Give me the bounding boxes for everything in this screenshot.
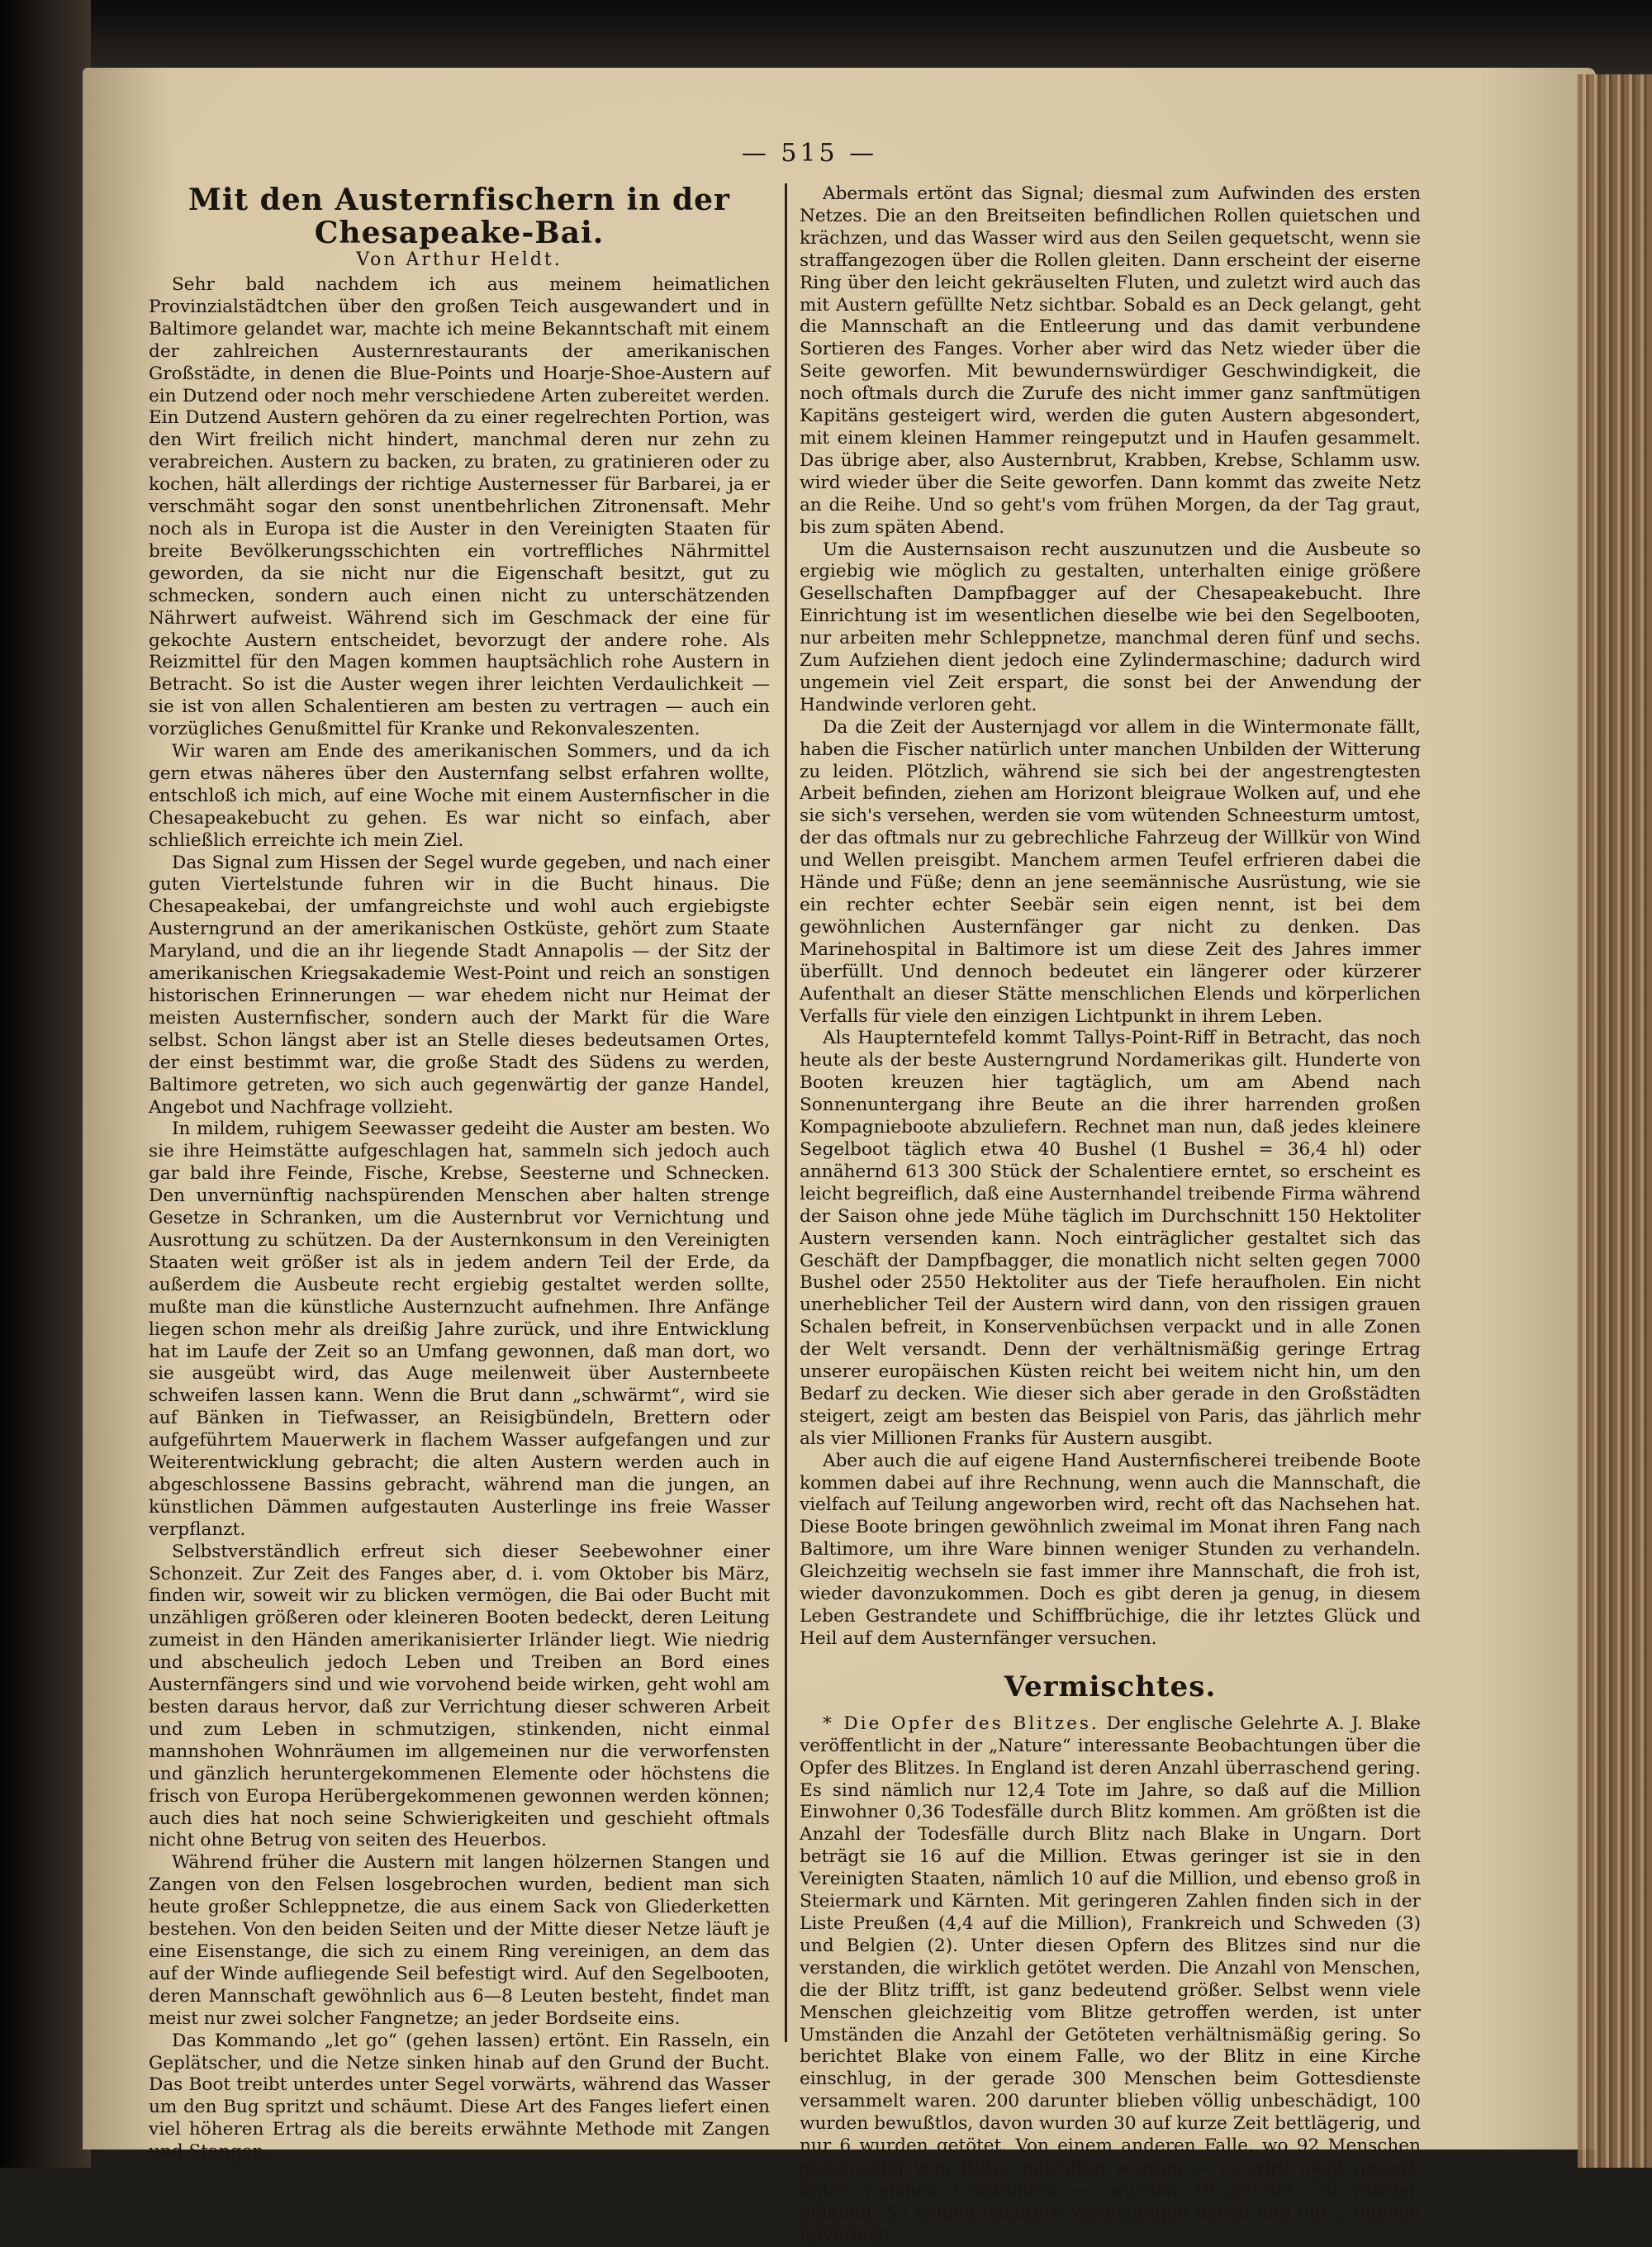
article-paragraph: Um die Austernsaison recht auszunutzen und die Ausbeute so ergiebig wie möglich zu gestalten, unterhalten einige größere Gesellschaften Dampfbagger auf der Chesapeakebucht. Ihre Einrichtung ist im wesentlichen dieselbe wie bei den Segelbooten, nur arbeiten mehr Schleppnetze, manchmal deren fünf und sechs. Zum Aufziehen dient jedoch eine Zylindermaschine; dadurch wird ungemein viel Zeit erspart, die sonst bei der Anwendung der Handwinde verloren geht. — [800, 539, 1421, 715]
article-paragraph: In mildem, ruhigem Seewasser gedeiht die Auster am besten. Wo sie ihre Heimstätte aufgeschlagen hat, sammeln sich jedoch auch gar bald ihre Feinde, Fische, Krebse, Seesterne und Schnecken. Den unvernünftig nachspürenden Menschen aber halten strenge Gesetze in Schranken, um die Austernbrut vor Vernichtung und Ausrottung zu schützen. Da der Austernkonsum in den Vereinigten Staaten weit größer ist als in jedem andern Teil der Erde, da außerdem die Ausbeute recht ergiebig gestaltet werden sollte, mußte man die künstliche Austernzucht aufnehmen. Ihre Anfänge liegen schon mehr als dreißig Jahre zurück, und ihre Entwicklung hat im Laufe der Zeit so an Umfang gewonnen, daß man dort, wo sie ausgeübt wird, das Auge meilenweit über Austernbeete schweifen lassen kann. Wenn die Brut dann „schwärmt“, wird sie auf Bänken in Tiefwasser, an Reisigbündeln, Brettern oder aufgeführtem Mauerwerk in flachem Wasser aufgefangen und zur Weiterentwicklung gebracht; die alten Austern werden auch in abgeschlossene Bassins gebracht, während man die jungen, an künstlichen Dämmen aufgestauten Austerlinge ins freie Wasser verpflanzt. — [149, 1119, 770, 1540]
article-byline: Von Arthur Heldt. — [356, 249, 563, 270]
miscellany-lead: * Die Opfer des Blitzes. — [823, 1713, 1099, 1734]
article-paragraph: Das Signal zum Hissen der Segel wurde gegeben, und nach einer guten Viertelstunde fuhren wir in die Bucht hinaus. Die Chesapeakebai, der umfangreichste und wohl auch ergiebigste Austerngrund an der amerikanischen Ostküste, gehört zum Staate Maryland, und die an ihr liegende Stadt Annapolis — der Sitz der amerikanischen Kriegsakademie West-Point und reich an sonstigen historischen Erinnerungen — war ehedem nicht nur Heimat der meisten Austernfischer, sondern auch der Markt für die Ware selbst. Schon längst aber ist an Stelle dieses bedeutsamen Ortes, der einst bestimmt war, die große Stadt des Südens zu werden, Baltimore getreten, wo sich auch gegenwärtig der ganze Handel, Angebot und Nachfrage vollzieht. — [149, 852, 770, 1118]
page-number: — 515 — — [741, 139, 878, 168]
miscellany-text: Der englische Gelehrte A. J. Blake veröffentlicht in der „Nature“ interessante Beobachtungen über die Opfer des Blitzes. In England ist deren Anzahl überraschend gering. Es sind nämlich nur 12,4 Tote im Jahre, so daß auf die Million Einwohner 0,36 Todesfälle durch Blitz kommen. Am größten ist die Anzahl der Todesfälle durch Blitz nach Blake in Ungarn. Dort beträgt sie 16 auf die Million. Etwas geringer ist sie in den Vereinigten Staaten, nämlich 10 auf die Million, und ebenso groß in Steiermark und Kärnten. Mit geringeren Zahlen finden sich in der Liste Preußen (4,4 auf die Million), Frankreich und Schweden (3) und Belgien (2). Unter diesen Opfern des Blitzes sind nur die verstanden, die wirklich getötet werden. Die Anzahl von Menschen, die der Blitz trifft, ist ganz bedeutend größer. Selbst wenn viele Menschen gleichzeitig vom Blitze getroffen werden, ist unter Umständen die Anzahl der Getöteten verhältnismäßig gering. So berichtet Blake von einem Falle, wo der Blitz in eine Kirche einschlug, in der gerade 300 Menschen beim Gottesdienste versammelt waren. 200 darunter blieben völlig unbeschädigt, 100 wurden bewußtlos, davon wurden 30 auf kurze Zeit bettlägerig, und nur 6 wurden getötet. Von einem anderen Falle, wo 92 Menschen gleichzeitig vom Blitze getroffen wurden — es wird nicht gesagt, unter welchen Umständen —, wurden 10 getötet; 20 wurden gelähmt, 55 trugen leichtere Verletzungen davon und nur 7 blieben unverletzt — [800, 1713, 1421, 2245]
article-paragraph: Während früher die Austern mit langen hölzernen Stangen und Zangen von den Felsen losgebrochen wurden, bedient man sich heute großer Schleppnetze, die aus einem Sack von Gliederketten bestehen. Von den beiden Seiten und der Mitte dieser Netze läuft je eine Eisenstange, die sich zu einem Ring vereinigen, an dem das auf der Winde aufliegende Seil befestigt wird. Auf den Segelbooten, deren Mannschaft gewöhnlich aus 6—8 Leuten besteht, findet man meist nur zwei solcher Fangnetze; an jeder Bordseite eins. — [149, 1852, 770, 2029]
article-paragraph: Abermals ertönt das Signal; diesmal zum Aufwinden des ersten Netzes. Die an den Breitseiten befindlichen Rollen quietschen und krächzen, und das Wasser wird aus den Seilen gequetscht, wenn sie straffangezogen über die Rollen gleiten. Dann erscheint der eiserne Ring über den leicht gekräuselten Fluten, und zuletzt wird auch das mit Austern gefüllte Netz sichtbar. Sobald es an Deck gelangt, geht die Mannschaft an die Entleerung und das damit verbundene Sortieren des Fanges. Vorher aber wird das Netz wieder über die Seite geworfen. Mit bewundernswürdiger Geschwindigkeit, die noch oftmals durch die Zurufe des nicht immer ganz sanftmütigen Kapitäns gesteigert wird, werden die guten Austern abgesondert, mit einem kleinen Hammer reingeputzt und in Haufen gesammelt. Das übrige aber, also Austernbrut, Krabben, Krebse, Schlamm usw. wird wieder über die Seite geworfen. Dann kommt das zweite Netz an die Reihe. Und so geht's vom frühen Morgen, da der Tag graut, bis zum späten Abend. — [800, 183, 1421, 538]
article-paragraph: Wir waren am Ende des amerikanischen Sommers, und da ich gern etwas näheres über den Austernfang selbst erfahren wollte, entschloß ich mich, auf eine Woche mit einem Austernfischer in die Chesapeakebucht zu gehen. Es war nicht so einfach, aber schließlich erreichte ich mein Ziel. — [149, 741, 770, 851]
article-paragraph: Als Haupterntefeld kommt Tallys-Point-Riff in Betracht, das noch heute als der beste Austerngrund Nordamerikas gilt. Hunderte von Booten kreuzen hier tagtäglich, um am Abend nach Sonnenuntergang ihre Beute an die ihrer harrenden großen Kompagnieboote abzuliefern. Rechnet man nun, daß jedes kleinere Segelboot täglich etwa 40 Bushel (1 Bushel = 36,4 hl) oder annähernd 613 300 Stück der Schalentiere erntet, so erscheint es leicht begreiflich, daß eine Austernhandel treibende Firma während der Saison ohne jede Mühe täglich im Durchschnitt 150 Hektoliter Austern versenden kann. Noch einträglicher gestaltet sich das Geschäft der Dampfbagger, die monatlich nicht selten gegen 7000 Bushel oder 2550 Hektoliter aus der Tiefe heraufholen. Ein nicht unerheblicher Teil der Austern wird dann, von den rissigen grauen Schalen befreit, in Konservenbüchsen verpackt und in alle Zonen der Welt versandt. Denn der verhältnismäßig geringe Ertrag unserer europäischen Küsten reicht bei weitem nicht hin, um den Bedarf zu decken. Wie dieser sich aber gerade in den Großstädten steigert, zeigt am besten das Beispiel von Paris, das jährlich mehr als vier Millionen Franks für Austern ausgibt. — [800, 1028, 1421, 1449]
miscellany-paragraph — [800, 1713, 1421, 2247]
book-gutter-shadow — [0, 0, 91, 2168]
right-column — [800, 183, 1421, 2247]
article-paragraph: Da die Zeit der Austernjagd vor allem in die Wintermonate fällt, haben die Fischer natürlich unter manchen Unbilden der Witterung zu leiden. Plötzlich, während sie sich bei der angestrengtesten Arbeit befinden, ziehen am Horizont bleigraue Wolken auf, und ehe sie sich's versehen, werden sie vom wütenden Schneesturm umtost, der das oftmals nur zu gebrechliche Fahrzeug der Willkür von Wind und Wellen preisgibt. Manchem armen Teufel erfrieren dabei die Hände und Füße; denn an jene seemännische Ausrüstung, wie sie ein rechter echter Seebär sein eigen nennt, ist bei dem gewöhnlichen Austernfänger gar nicht zu denken. Das Marinehospital in Baltimore ist um diese Zeit des Jahres immer überfüllt. Und dennoch bedeutet ein längerer oder kürzerer Aufenthalt an dieser Stätte menschlichen Elends und körperlichen Verfalls für viele den einzigen Lichtpunkt in ihrem Leben. — [800, 716, 1421, 1027]
scan-top-shadow — [0, 0, 1652, 74]
article-title: Mit den Austernfischern in der Chesapeake-Bai. — [188, 183, 731, 250]
page-edge-stack — [1578, 74, 1652, 2168]
article-paragraph: Selbstverständlich erfreut sich dieser Seebewohner einer Schonzeit. Zur Zeit des Fanges aber, d. i. vom Oktober bis März, finden wir, soweit wir zu blicken vermögen, die Bai oder Bucht mit unzähligen größeren oder kleineren Booten bedeckt, deren Leitung zumeist in den Händen amerikanisierter Irländer liegt. Wie niedrig und abscheulich jedoch Leben und Treiben an Bord eines Austernfängers sind und wie vorvohend beide wirken, geht wohl am besten daraus hervor, daß zur Verrichtung dieser schweren Arbeit und zum Leben in schmutzigen, stinkenden, nicht einmal mannshohen Wohnräumen im allgemeinen nur die verworfensten und gänzlich heruntergekommenen Elemente oder höchstens die frisch von Europa Herübergekommenen gewonnen werden können; auch dies hat noch seine Schwierigkeiten und geschieht oftmals nicht ohne Betrug von seiten des Heuerbos. — [149, 1541, 770, 1851]
left-column — [149, 183, 770, 2164]
miscellany-title: Vermischtes. — [1004, 1670, 1217, 1703]
column-divider — [785, 183, 787, 2042]
article-paragraph: Sehr bald nachdem ich aus meinem heimatlichen Provinzialstädtchen über den großen Teich ausgewandert und in Baltimore gelandet war, machte ich meine Bekanntschaft mit einem der zahlreichen Austernrestaurants der amerikanischen Großstädte, in denen die Blue-Points und Hoarje-Shoe-Austern auf ein Dutzend oder noch mehr verschiedene Arten zubereitet werden. Ein Dutzend Austern gehören da zu einer regelrechten Portion, was den Wirt freilich nicht hindert, manchmal deren nur zehn zu verabreichen. Austern zu backen, zu braten, zu gratinieren oder zu kochen, hält allerdings der richtige Austernesser für Barbarei, ja er verschmäht sogar den sonst unentbehrlichen Zitronensaft. Mehr noch als in Europa ist die Auster in den Vereinigten Staaten für breite Bevölkerungsschichten ein vortreffliches Nährmittel geworden, da sie nicht nur die Eigenschaft besitzt, gut zu schmecken, sondern auch einen nicht zu unterschätzenden Nährwert aufweist. Während sich im Geschmack der eine für gekochte Austern entscheidet, bevorzugt der andere rohe. Als Reizmittel für den Magen kommen hauptsächlich rohe Austern in Betracht. So ist die Auster wegen ihrer leichten Verdaulichkeit — sie ist von allen Schalentieren am besten zu vertragen — auch ein vorzügliches Genußmittel für Kranke und Rekonvaleszenten. — [149, 274, 770, 740]
article-paragraph: Das Kommando „let go“ (gehen lassen) ertönt. Ein Rasseln, ein Geplätscher, und die Netze sinken hinab auf den Grund der Bucht. Das Boot treibt unterdes unter Segel vorwärts, während das Wasser um den Bug spritzt und schäumt. Diese Art des Fanges liefert einen viel höheren Ertrag als die bereits erwähnte Methode mit Zangen und Stangen. — [149, 2030, 770, 2163]
article-paragraph: Aber auch die auf eigene Hand Austernfischerei treibende Boote kommen dabei auf ihre Rechnung, wenn auch die Mannschaft, die vielfach auf Teilung angeworben wird, recht oft das Nachsehen hat. Diese Boote bringen gewöhnlich zweimal im Monat ihren Fang nach Baltimore, um ihre Ware binnen weniger Stunden zu verhandeln. Gleichzeitig wechseln sie fast immer ihre Mannschaft, die froh ist, wieder davonzukommen. Doch es gibt deren ja genug, in diesem Leben Gestrandete und Schiffbrüchige, die ihr letztes Glück und Heil auf dem Austernfänger versuchen. — [800, 1450, 1421, 1649]
